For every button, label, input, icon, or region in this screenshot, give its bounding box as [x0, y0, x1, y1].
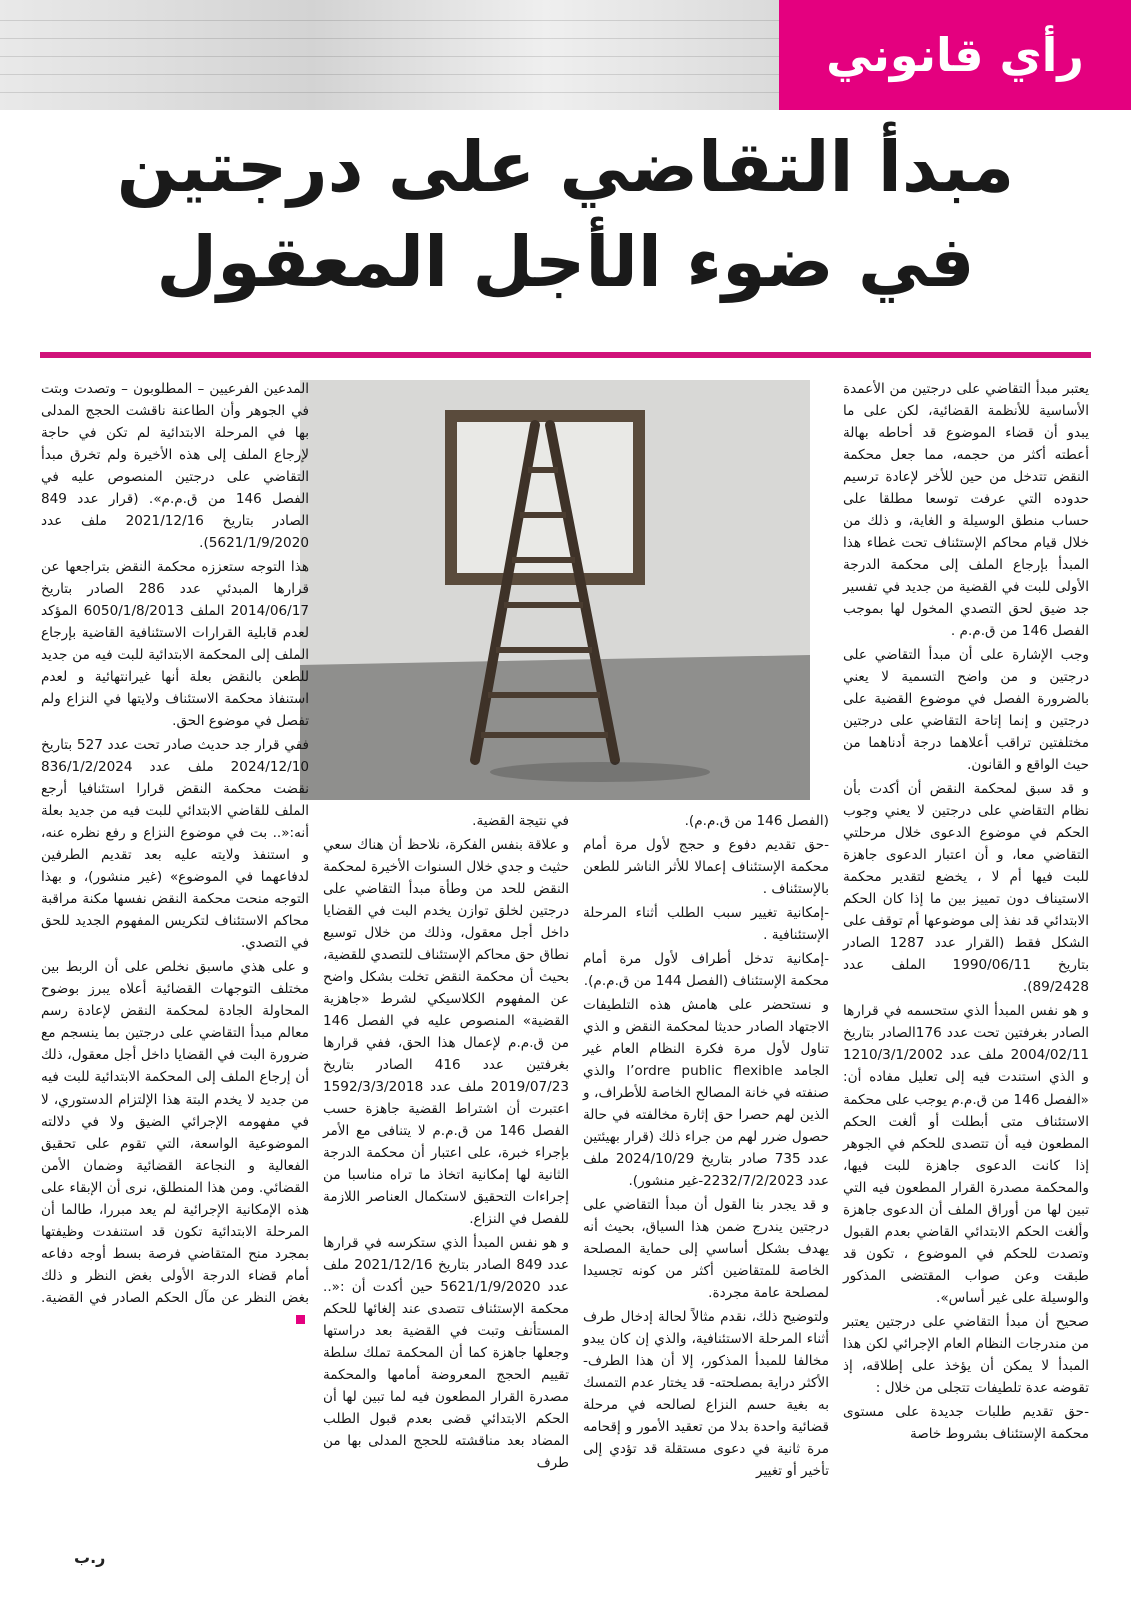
paragraph: و هو نفس المبدأ الذي ستكرسه في قرارها عدد 849 الصادر بتاريخ 2021/12/16 ملف عدد 5621/1/9/2020 حين أكدت أن :«.. محكمة الإستئناف تتصدى عند إلغائها للحكم المستأنف وتبت في القضية بعد دراستها وجعلها جاهزة كما أن المحكمة تملك سلطة تقييم الحجج المعروضة أمامها والمحكمة مصدرة القرار المطعون فيه لما تبين لها أن الحكم الابتدائي قضى بعدم قبول الطلب المضاد بعد مناقشته للحجج المدلى بها من طرف [323, 1235, 569, 1472]
paragraph: في نتيجة القضية. [472, 813, 569, 829]
decorative-line [0, 20, 780, 21]
decorative-line [0, 56, 780, 57]
article-column-3 [323, 810, 569, 1568]
paragraph: و هو نفس المبدأ الذي ستحسمه في قرارها الصادر بغرفتين تحت عدد 176الصادر بتاريخ 2004/02/11 ملف عدد 1210/3/1/2002 و الذي استندت فيه إلى تعليل مفاده أن: «الفصل 146 من ق.م.م يوجب على محكمة الاستئناف متى أبطلت أو ألغت الحكم المطعون فيه أن تتصدى للحكم في الجوهر إذا كانت الدعوى جاهزة للبت فيها، والمحكمة مصدرة القرار المطعون فيه التي تبين لها من أوراق الملف أن الدعوى جاهزة وألغت الحكم الابتدائي القاضي بعدم القبول وتصدت للحكم في الموضوع ، تكون قد طبقت وعن صواب المقتضى المذكور والوسيلة على غير أساس». [843, 1003, 1089, 1306]
paragraph: -حق تقديم طلبات جديدة على مستوى محكمة الإستئناف بشروط خاصة [843, 1403, 1089, 1442]
ladder-illustration [300, 380, 810, 800]
paragraph: -إمكانية تغيير سبب الطلب أثناء المرحلة الإستئنافية . [583, 905, 829, 944]
paragraph: هذا التوجه ستعززه محكمة النقض بتراجعها عن قرارها المبدئي عدد 286 الصادر بتاريخ 2014/06/17 الملف 6050/1/8/2013 المؤكد لعدم قابلية القرارات الاستئنافية القاضية بإرجاع الملف إلى المحكمة الابتدائية للبت فيه من جديد للطعن بالنقض بعلة أنها غيرانتهائية و لعدم استنفاذ محكمة الاستئناف ولايتها في النزاع ولم تفصل في موضوع الحق. [41, 559, 310, 730]
headline-divider [40, 352, 1091, 358]
article-headline [40, 120, 1091, 309]
paragraph: يعتبر مبدأ التقاضي على درجتين من الأعمدة الأساسية للأنظمة القضائية، لكن على ما يبدو أن قضاء الموضوع قد أحاطه بهالة أعطته أكثر من حجمه، مما جعل محكمة النقض تتدخل من حين للأخر لإعادة ترسيم حدوده التي عرفت توسعا مطلقا على حساب منطق الوسيلة و الغاية، و ذلك من خلال قيام محاكم الإستئناف تحت غطاء هذا المبدأ بإرجاع الملف إلى محكمة الدرجة الأولى للبت في القضية من جديد في تفسير جد ضيق لحق التصدي المخول لها بموجب الفصل 146 من ق.م.م . [843, 381, 1089, 640]
paragraph: و قد يجدر بنا القول أن مبدأ التقاضي على درجتين يندرج ضمن هذا السياق، بحيث أنه يهدف بشكل أساسي إلى حماية المصلحة الخاصة للمتقاضين أكثر من كونه تجسيدا لمصلحة عامة مجردة. [583, 1197, 829, 1302]
article-column-4 [41, 378, 309, 1568]
paragraph: (الفصل 146 من ق.م.م). [684, 813, 829, 829]
article-column-2 [583, 810, 829, 1568]
paragraph-text: و على هذي ماسبق نخلص على أن الربط بين مختلف التوجهات القضائية أعلاه يبرز بوضوح المحاولة الجادة لمحكمة النقض لإعادة رسم معالم مبدأ التقاضي على درجتين بما ينسجم مع ضرورة البت في القضايا داخل أجل معقول، ذلك أن إرجاع الملف إلى المحكمة الابتدائية للبت فيه من جديد لا يخدم البتة هذا الإلتزام الدستوري، لا في مفهومه الإجرائي الضيق ولا في دلالته الموضوعية الواسعة، التي تقوم على تحقيق الفعالية و النجاعة القضائية وضمان الأمن القضائي. ومن هذا المنطلق، نرى أن الإبقاء على هذه الإمكانية الإجرائية لم يعد مبررا، طالما أن المرحلة الابتدائية تكون قد استنفدت وظيفتها بمجرد منح المتقاضي فرصة بسط أوجه دفاعه أمام قضاء الدرجة الأولى بغض النظر و ذلك بغض النظر عن مآل الحكم الصادر في القضية. [41, 959, 309, 1306]
paragraph: و نستحضر على هامش هذه التلطيفات الاجتهاد الصادر حديثا لمحكمة النقض و الذي تناول لأول مرة فكرة النظام العام غير الجامد l’ordre public flexible والذي صنفته في خانة المصالح الخاصة للأطراف، و الذين لهم حصرا حق إثارة مخالفته في حالة حصول ضرر لهم من جراء ذلك (قرار بهيئتين عدد 735 صادر بتاريخ 2024/10/29 ملف عدد 2232/7/2/2023-غير منشور). [583, 997, 829, 1190]
decorative-line [0, 92, 780, 93]
paragraph: و قد سبق لمحكمة النقض أن أكدت بأن نظام التقاضي على درجتين لا يعني وجوب الحكم في موضوع الدعوى خلال مرحلتي التقاضي معا، و أن اعتبار الدعوى جاهزة للبت فيها أم لا ، يخضع لتقدير محكمة الاستيناف دون تمييز بين ما إذا كان الحكم الابتدائي قد نفذ إلى موضوعها أم توقف على الشكل فقط (القرار عدد 1287 الصادر بتاريخ 1990/06/11 الملف عدد 89/2428). [843, 781, 1089, 996]
paragraph: ولتوضيح ذلك، نقدم مثالاً لحالة إدخال طرف أثناء المرحلة الاستئنافية، والذي إن كان يبدو مخالفا للمبدأ المذكور، إلا أن هذا الطرف-الأكثر دراية بمصلحته- قد يختار عدم التمسك به بغية حسم النزاع لصالحه في مرحلة قضائية واحدة بدلا من تعقيد الأمور و إقحامه مرة ثانية في دعوى مستقلة قد تؤدي إلى تأخير أو تغيير [583, 1309, 829, 1480]
article-photo-ladder-mirror [300, 380, 810, 800]
paragraph: ففي قرار جد حديث صادر تحت عدد 527 بتاريخ 2024/12/10 ملف عدد 836/1/2/2024 نقضت محكمة النقض قرارا استئنافيا أرجع الملف للقاضي الابتدائي للبت فيه من جديد بعلة أنه:«.. بت في موضوع النزاع و رفع نظره عنه، و استنفذ ولايته عليه بعد تقديم الطرفين لدفاعهما في الموضوع» (غير منشور)، و بهذا التوجه منحت محكمة النقض نفسها مكنة مراقبة محاكم الاستئناف لتكريس المفهوم الجديد للحق في التصدي. [41, 737, 309, 952]
article-column-1 [843, 378, 1089, 1568]
decorative-line [0, 38, 780, 39]
section-tag: رأي قانوني [779, 0, 1131, 110]
headline-line-2: في ضوء الأجل المعقول [156, 220, 975, 303]
paragraph: صحيح أن مبدأ التقاضي على درجتين يعتبر من مندرجات النظام العام الإجرائي لكن هذا المبدأ لا يمكن أن يؤخذ على إطلاقه، إذ تقوضه عدة تلطيفات تتجلى من خلال : [843, 1313, 1089, 1396]
paragraph: -إمكانية تدخل أطراف لأول مرة أمام محكمة الإستئناف (الفصل 144 من ق.م.م). [583, 951, 829, 990]
end-of-article-mark [296, 1315, 305, 1324]
author-initials: ر.ب [74, 1548, 106, 1567]
ladder-shadow [490, 762, 710, 782]
paragraph: و علاقة بنفس الفكرة، نلاحظ أن هناك سعي حثيث و جدي خلال السنوات الأخيرة لمحكمة النقض للحد من وطأة مبدأ التقاضي على درجتين لخلق توازن يخدم البت في القضايا داخل أجل معقول، وذلك من خلال توسيع نطاق حق محاكم الإستئناف للتصدي للقضية، بحيث أن محكمة النقض تخلت بشكل واضح عن المفهوم الكلاسيكي لشرط «جاهزية القضية» المنصوص عليه في الفصل 146 من ق.م.م لإعمال هذا الحق، ففي قرارها بغرفتين عدد 416 الصادر بتاريخ 2019/07/23 ملف عدد 1592/3/3/2018 اعتبرت أن اشتراط القضية جاهزة حسب الفصل 146 من ق.م.م لا يتنافى مع الأمر بإجراء خبرة، على اعتبار أن محكمة الدرجة الثانية لها إمكانية اتخاذ ما تراه مناسبا من إجراءات التحقيق لاستكمال العناصر اللازمة للفصل في النزاع. [323, 837, 569, 1228]
paragraph: المدعين الفرعيين – المطلوبون – وتصدت وبتت في الجوهر وأن الطاعنة ناقشت الحجج المدلى بها في المرحلة الابتدائية لم تكن في حاجة لإرجاع الملف إلى هذه الأخيرة ولم تخرق مبدأ التقاضي على درجتين المنصوص عليه في الفصل 146 من ق.م.م». (قرار عدد 849 الصادر بتاريخ 2021/12/16 ملف عدد 5621/1/9/2020). [41, 381, 310, 552]
headline-line-1: مبدأ التقاضي على درجتين [116, 126, 1015, 208]
mirror-glass [457, 422, 633, 573]
paragraph-last [41, 956, 309, 1330]
header-background-art [0, 0, 780, 110]
decorative-line [0, 74, 780, 75]
paragraph: -حق تقديم دفوع و حجج لأول مرة أمام محكمة الإستئناف إعمالا للأثر الناشر للطعن بالإستئناف . [583, 837, 829, 898]
paragraph: وجب الإشارة على أن مبدأ التقاضي على درجتين و من واضح التسمية لا يعني بالضرورة الفصل في موضوع القضية على درجتين و إنما إتاحة التقاضي على درجتين مختلفتين تراقب أعلاهما درجة أدناهما من حيث الواقع و القانون. [843, 647, 1089, 774]
